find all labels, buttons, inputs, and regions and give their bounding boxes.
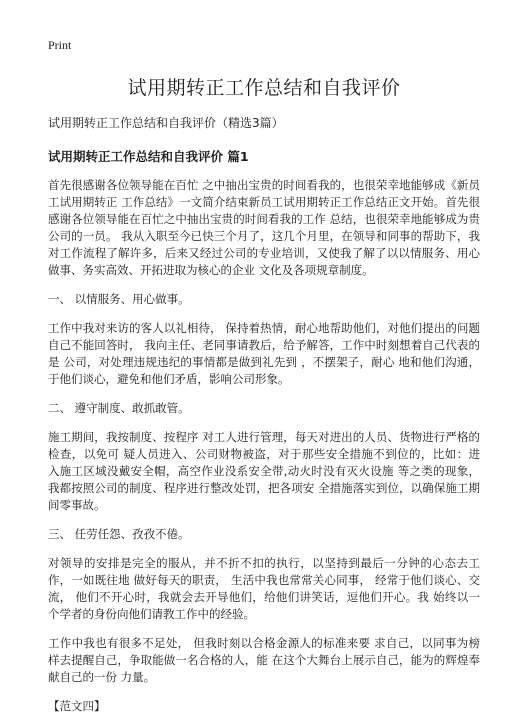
- item-paragraph-2: 施工期间，我按制度、按程序 对工人进行管理，每天对进出的人员、货物进行严格的检查，以免可 疑人员进入、公司财物被盗，对于那些安全措施不到位的，比如：进 入施工区域没戴安全帽，高空作业没系安全带,动火时没有灭火设施 等之类的现象，我都按照公司的制度、程序进行整改处罚，把各项安 全措施落实到位，以确保施工期间零事故。: [48, 430, 480, 512]
- intro-paragraph: 首先很感谢各位领导能在百忙 之中抽出宝贵的时间看我的，也很荣幸地能够成《新员工试用期转正 工作总结》一文简介结束新员工试用期转正工作总结正文开始。首先很感谢各位领导能在百忙之中抽出宝贵的时间看我的工作 总结，也很荣幸地能够成为贵公司的一员。 我从入职至今已快三个月了，这几个月里，在领导和同事的帮助下，我对工作流程了解许多，后来又经过公司的专业培训，又使我了解了以以情服务、用心做事、务实高效、开拓进取为核心的企业 文化及各项规章制度。: [48, 178, 480, 277]
- document-subtitle: 试用期转正工作总结和自我评价（精选3篇）: [48, 116, 284, 130]
- section-heading: 试用期转正工作总结和自我评价 篇1: [48, 149, 249, 164]
- page-title: 试用期转正工作总结和自我评价: [127, 77, 401, 99]
- item-heading-2: 二、 遵守制度、敢抓敢管。: [48, 401, 190, 415]
- item-heading-3: 三、 任劳任怨、孜孜不倦。: [48, 527, 190, 541]
- item-paragraph-1: 工作中我对来访的客人以礼相待， 保持着热情，耐心地帮助他们，对他们提出的问题自己不能回答时， 我向主任、老同事请教后，给予解答，工作中时刻想着自己代表的是 公司，对处理违规违纪的事情都是做到礼先到 ，不摆架子，耐心 地和他们沟通，于他们谈心，避免和他们矛盾，影响公司形象。: [48, 321, 480, 386]
- item-paragraph-3: 对领导的安排是完全的服从，并不折不扣的执行，以坚持到最后一分钟的心态去工作，一如既往地 做好每天的职责， 生活中我也常常关心同事， 经常于他们谈心、交流， 他们不开心时，我就会去开导他们，给他们讲笑话，逗他们开心。我 始终以一个学者的身份向他们请教工作中的经验。: [48, 556, 480, 621]
- sample-label: 【范文四】: [48, 699, 106, 713]
- item-heading-1: 一、 以情服务、用心做事。: [48, 292, 190, 306]
- print-link[interactable]: Print: [48, 38, 72, 52]
- closing-paragraph: 工作中我也有很多不足处， 但我时刻以合格金源人的标准来要 求自己，以同事为榜样去提醒自己，争取能做一名合格的人，能 在这个大舞台上展示自己，能为的辉煌奉献自己的一份 力量。: [48, 636, 480, 684]
